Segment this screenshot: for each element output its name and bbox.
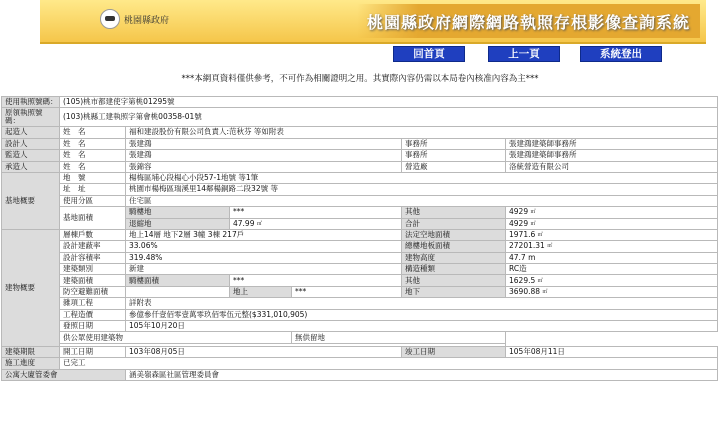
unit-sqm: ㎡ xyxy=(537,277,543,284)
table-row xyxy=(2,195,718,206)
table-row xyxy=(2,138,718,149)
committee-label: 公寓大廈管委會 xyxy=(2,369,126,380)
unit-sqm: ㎡ xyxy=(547,243,553,250)
committee-value: 涵美嶺森區社區管理委員會 xyxy=(126,369,718,380)
shelter-above-value: *** xyxy=(292,286,402,297)
site-other-label: 其他 xyxy=(402,207,506,218)
issue-date-value: 105年10月20日 xyxy=(126,321,718,332)
site-total-label: 合計 xyxy=(402,218,506,229)
site-area-label: 基地面積 xyxy=(60,207,126,230)
building-overview-label: 建物概要 xyxy=(2,229,60,346)
progress-label: 施工進度 xyxy=(2,358,60,369)
table-row xyxy=(2,252,718,263)
table-row xyxy=(2,346,718,357)
public-building-label: 供公眾使用建築物 xyxy=(60,332,292,343)
far-value: 319.48% xyxy=(126,252,402,263)
building-other-label: 其他 xyxy=(402,275,506,286)
shelter-below-cell xyxy=(506,286,718,297)
designer-label: 設計人 xyxy=(2,138,60,149)
site-lot-value: 楊梅區埔心段楊心小段57-1地號 等1筆 xyxy=(126,172,718,183)
structure-type-label: 構造種類 xyxy=(402,264,506,275)
designer-name-value: 張建鴻 xyxy=(126,138,402,149)
building-other-cell xyxy=(506,275,718,286)
unit-sqm: ㎡ xyxy=(537,232,543,238)
table-row xyxy=(2,207,718,218)
applicant-label: 起造人 xyxy=(2,127,60,138)
far-label: 設計容積率 xyxy=(60,252,126,263)
table-row xyxy=(2,332,718,343)
prev-page-button[interactable]: 上一頁 xyxy=(488,46,560,62)
logo-text: 桃園縣政府 xyxy=(124,15,170,26)
site-arcade-value: *** xyxy=(230,207,402,218)
site-total-cell xyxy=(506,218,718,229)
designer-office-value: 張建鴻建築師事務所 xyxy=(506,138,718,149)
building-other-value: 1629.5 xyxy=(509,275,536,285)
site-other-value: 4929 xyxy=(509,207,529,217)
site-setback-value: 47.99 xyxy=(233,218,255,228)
start-date-value: 103年08月05日 xyxy=(126,346,402,357)
table-row xyxy=(2,309,718,320)
coverage-value: 33.06% xyxy=(126,241,402,252)
license-number-value: (105)桃市都建使字第桃01295號 xyxy=(60,97,718,108)
structure-type-value: RC造 xyxy=(506,264,718,275)
table-row xyxy=(2,229,718,240)
shelter-below-label: 地下 xyxy=(402,286,506,297)
supervisor-label: 監造人 xyxy=(2,150,60,161)
unit-sqm: ㎡ xyxy=(542,288,548,295)
building-height-label: 建物高度 xyxy=(402,252,506,263)
table-row xyxy=(2,127,718,138)
no-reserved-land-label: 無供留地 xyxy=(292,332,506,343)
building-units-label: 層棟戶數 xyxy=(60,229,126,240)
shelter-below-value: 3690.88 xyxy=(509,286,541,296)
misc-works-label: 雜項工程 xyxy=(60,298,126,309)
designer-name-label: 姓 名 xyxy=(60,138,126,149)
table-row xyxy=(2,286,718,297)
site-setback-cell xyxy=(230,218,402,229)
site-address-label: 址 址 xyxy=(60,184,126,195)
building-units-value: 地上14層 地下2層 3幢 3棟 217戶 xyxy=(126,229,402,240)
site-total-value: 4929 xyxy=(509,218,529,228)
contractor-label: 承造人 xyxy=(2,161,60,172)
supervisor-office-label: 事務所 xyxy=(402,150,506,161)
issue-date-label: 發照日期 xyxy=(60,321,126,332)
shelter-above-label: 地上 xyxy=(230,286,292,297)
logout-button[interactable]: 系統登出 xyxy=(580,46,662,62)
system-title: 桃園縣政府網際網路執照存根影像查詢系統 xyxy=(357,4,700,38)
table-row xyxy=(2,161,718,172)
period-label: 建築期限 xyxy=(2,346,60,357)
table-row xyxy=(2,298,718,309)
logo xyxy=(100,6,169,32)
supervisor-office-value: 張建鴻建築師事務所 xyxy=(506,150,718,161)
building-area-label: 建築面積 xyxy=(60,275,126,286)
table-row xyxy=(2,172,718,183)
table-row xyxy=(2,150,718,161)
site-overview-label: 基地概要 xyxy=(2,172,60,229)
coverage-label: 設計建蔽率 xyxy=(60,241,126,252)
shelter-area-label: 防空避難面積 xyxy=(60,286,126,297)
building-type-value: 新建 xyxy=(126,264,402,275)
building-height-value: 47.7 m xyxy=(506,252,718,263)
table-row xyxy=(2,97,718,108)
table-row xyxy=(2,264,718,275)
completion-date-value: 105年08月11日 xyxy=(506,346,718,357)
site-zone-label: 使用分區 xyxy=(60,195,126,206)
construction-cost-value: 參億參仟壹佰零壹萬零玖佰零伍元整($331,010,905) xyxy=(126,309,718,320)
disclaimer-notice: ***本網頁資料僅供參考，不可作為相關證明之用。其實際內容仍需以本局卷內核准內容為主*** xyxy=(181,74,539,84)
original-license-label: 原領執照號碼： xyxy=(2,108,60,127)
contractor-firm-value: 洛統營造有限公司 xyxy=(506,161,718,172)
building-type-label: 建築類別 xyxy=(60,264,126,275)
site-lot-label: 地 號 xyxy=(60,172,126,183)
contractor-firm-label: 營造廠 xyxy=(402,161,506,172)
table-row xyxy=(2,241,718,252)
building-arcade-label: 騎樓面積 xyxy=(126,275,230,286)
designer-office-label: 事務所 xyxy=(402,138,506,149)
site-zone-value: 住宅區 xyxy=(126,195,718,206)
total-floor-area-value: 27201.31 xyxy=(509,241,545,251)
legal-open-space-value: 1971.6 xyxy=(509,230,536,239)
header-banner xyxy=(40,0,706,44)
completion-date-label: 竣工日期 xyxy=(402,346,506,357)
table-row xyxy=(2,184,718,195)
supervisor-name-label: 姓 名 xyxy=(60,150,126,161)
unit-sqm: ㎡ xyxy=(530,220,536,227)
applicant-name-label: 姓 名 xyxy=(60,127,126,138)
unit-sqm: ㎡ xyxy=(256,220,262,227)
progress-value: 已完工 xyxy=(60,358,718,369)
site-address-value: 桃園市楊梅區瑞溪里14鄰楊銅路二段32號 等 xyxy=(126,184,718,195)
site-setback-label: 退縮地 xyxy=(126,218,230,229)
contractor-name-label: 姓 名 xyxy=(60,161,126,172)
total-floor-area-label: 總樓地板面積 xyxy=(402,241,506,252)
unit-sqm: ㎡ xyxy=(530,209,536,216)
home-button[interactable]: 回首頁 xyxy=(393,46,465,62)
start-date-label: 開工日期 xyxy=(60,346,126,357)
construction-cost-label: 工程造價 xyxy=(60,309,126,320)
license-number-label: 使用執照號碼： xyxy=(2,97,60,108)
supervisor-name-value: 張建鴻 xyxy=(126,150,402,161)
table-row xyxy=(2,369,718,380)
legal-open-space-label: 法定空地面積 xyxy=(402,229,506,240)
total-floor-area-cell xyxy=(506,241,718,252)
misc-works-value: 詳附表 xyxy=(126,298,718,309)
site-other-cell xyxy=(506,207,718,218)
site-arcade-label: 騎樓地 xyxy=(126,207,230,218)
license-detail-table xyxy=(1,96,718,381)
table-row xyxy=(2,358,718,369)
table-row xyxy=(2,321,718,332)
applicant-name-value: 福和建設股份有限公司負責人:范秋芬 等如附表 xyxy=(126,127,718,138)
table-row xyxy=(2,108,718,127)
contractor-name-value: 張錦容 xyxy=(126,161,402,172)
original-license-value: (103)桃縣工建執照字第會桃00358-01號 xyxy=(60,108,718,127)
table-row xyxy=(2,275,718,286)
legal-open-space-cell xyxy=(506,229,718,240)
shelter-blank xyxy=(126,286,230,297)
county-seal-icon xyxy=(100,9,120,29)
building-arcade-value: *** xyxy=(230,275,402,286)
